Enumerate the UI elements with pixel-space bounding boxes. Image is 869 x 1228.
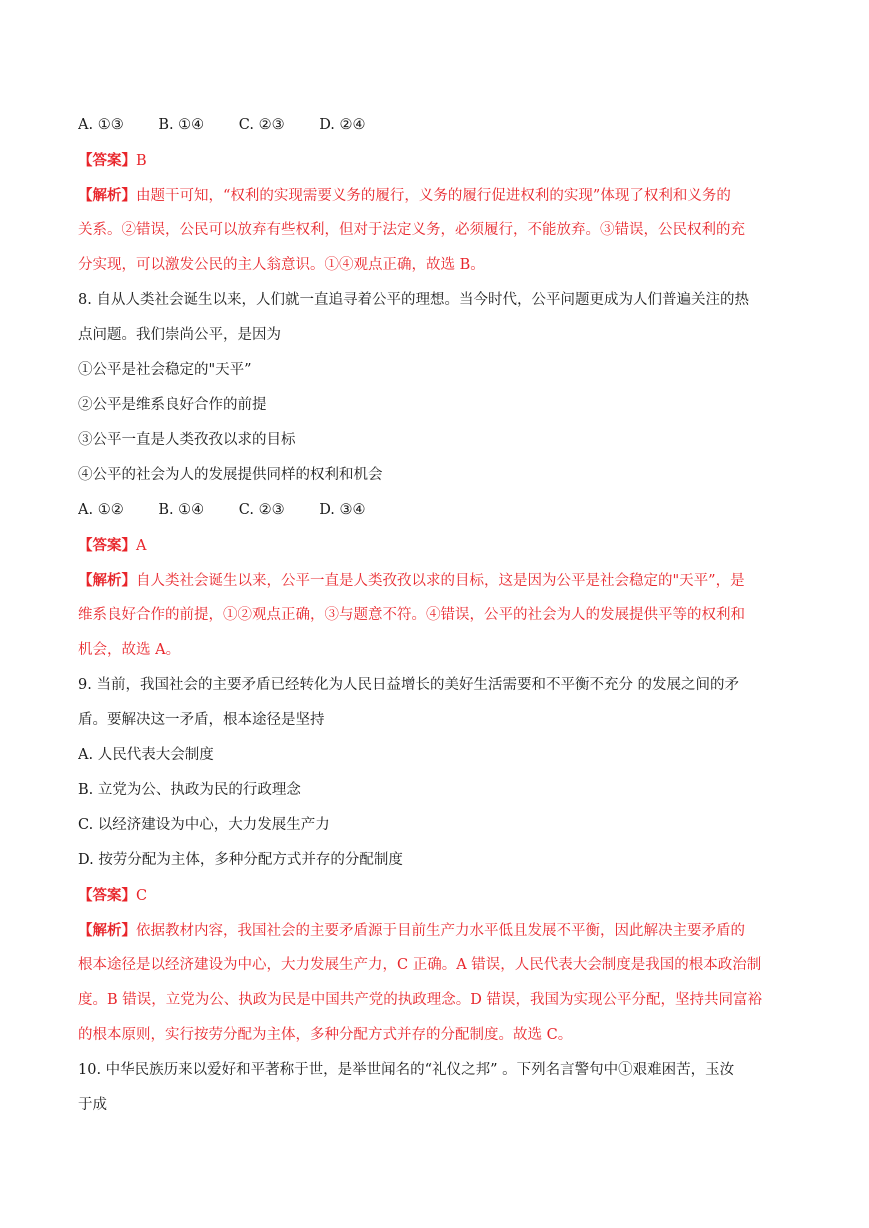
q7-option-a: A. ①③	[78, 117, 124, 133]
q10-stem-line-2: 于成	[78, 1097, 107, 1113]
q8-analysis-line-1: 【解析】自人类社会诞生以来，公平一直是人类孜孜以求的目标，这是因为公平是社会稳定的"天平”，是	[78, 572, 745, 589]
q9-analysis-line-2: 根本途径是以经济建设为中心，大力发展生产力，C 正确。A 错误，人民代表大会制度是我国的根本政治制	[78, 957, 762, 973]
q7-analysis-line-1: 【解析】由题干可知，“权利的实现需要义务的履行，义务的履行促进权利的实现”体现了权利和义务的	[78, 187, 731, 204]
q8-statement-4: ④公平的社会为人的发展提供同样的权利和机会	[78, 467, 383, 483]
analysis-tag: 【解析】	[78, 572, 136, 589]
q9-stem-line-1: 9. 当前，我国社会的主要矛盾已经转化为人民日益增长的美好生活需要和不平衡不充分 的发展之间的矛	[78, 677, 740, 693]
q9-option-a: A. 人民代表大会制度	[78, 747, 214, 763]
q8-answer	[78, 528, 794, 563]
q9-analysis-line-3: 度。B 错误，立党为公、执政为民是中国共产党的执政理念。D 错误，我国为实现公平分配，坚持共同富裕	[78, 992, 762, 1008]
q8-statement-1: ①公平是社会稳定的"天平”	[78, 362, 252, 378]
q8-stem-line-2: 点问题。我们崇尚公平，是因为	[78, 327, 281, 343]
q8-stem-line-1: 8. 自从人类社会诞生以来，人们就一直追寻着公平的理想。当今时代，公平问题更成为人们普遍关注的热	[78, 292, 749, 308]
document-page	[78, 108, 794, 1123]
analysis-tag: 【解析】	[78, 187, 136, 204]
q8-option-d: D. ③④	[319, 502, 366, 518]
q8-option-c: C. ②③	[238, 502, 285, 518]
answer-tag: 【答案】	[78, 887, 136, 904]
answer-value: A	[136, 538, 147, 554]
q7-analysis-line-2: 关系。②错误，公民可以放弃有些权利，但对于法定义务，必须履行，不能放弃。③错误，公民权利的充	[78, 222, 745, 238]
q8-analysis-line-3: 机会，故选 A。	[78, 642, 181, 658]
q9-option-d: D. 按劳分配为主体，多种分配方式并存的分配制度	[78, 852, 403, 868]
answer-value: C	[136, 888, 148, 904]
analysis-tag: 【解析】	[78, 922, 136, 939]
q9-answer	[78, 878, 794, 913]
q9-analysis-line-4: 的根本原则，实行按劳分配为主体，多种分配方式并存的分配制度。故选 C。	[78, 1027, 573, 1043]
q7-option-b: B. ①④	[158, 117, 205, 133]
q9-option-b: B. 立党为公、执政为民的行政理念	[78, 782, 301, 798]
q8-statement-2: ②公平是维系良好合作的前提	[78, 397, 267, 413]
q7-option-c: C. ②③	[238, 117, 285, 133]
q9-stem-line-2: 盾。要解决这一矛盾，根本途径是坚持	[78, 712, 325, 728]
q8-statement-3: ③公平一直是人类孜孜以求的目标	[78, 432, 296, 448]
q9-option-c: C. 以经济建设为中心，大力发展生产力	[78, 817, 330, 833]
answer-value: B	[136, 153, 147, 169]
q9-analysis-line-1: 【解析】依据教材内容，我国社会的主要矛盾源于目前生产力水平低且发展不平衡，因此解决主要矛盾的	[78, 922, 745, 939]
q8-option-a: A. ①②	[78, 502, 124, 518]
answer-tag: 【答案】	[78, 152, 136, 169]
q10-stem-line-1: 10. 中华民族历来以爱好和平著称于世，是举世闻名的“礼仪之邦” 。下列名言警句中①艰难困苦，玉汝	[78, 1062, 735, 1078]
q7-options	[78, 108, 794, 143]
q8-analysis-line-2: 维系良好合作的前提，①②观点正确，③与题意不符。④错误，公平的社会为人的发展提供平等的权利和	[78, 607, 745, 623]
q7-option-d: D. ②④	[319, 117, 366, 133]
q7-analysis-line-3: 分实现，可以激发公民的主人翁意识。①④观点正确，故选 B。	[78, 257, 485, 273]
q7-answer	[78, 143, 794, 178]
answer-tag: 【答案】	[78, 537, 136, 554]
q8-options	[78, 493, 794, 528]
q8-option-b: B. ①④	[158, 502, 205, 518]
